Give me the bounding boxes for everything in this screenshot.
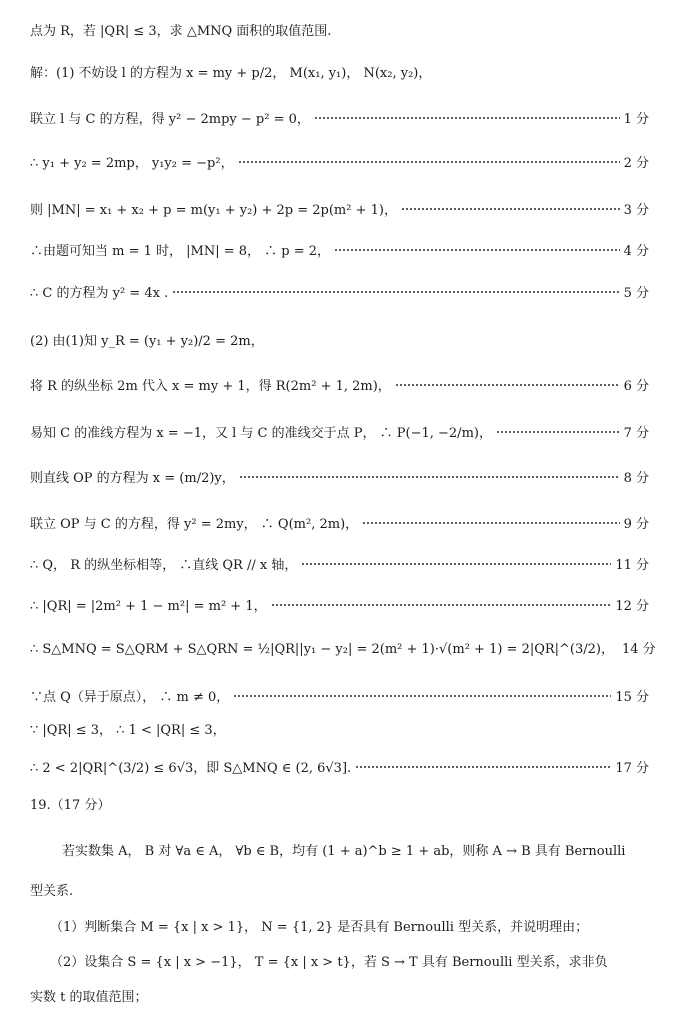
- solution-step-8: [30, 467, 649, 486]
- leader-dots: [362, 522, 619, 524]
- solution-step-2: [30, 152, 649, 171]
- step-text: ∴ y₁ + y₂ = 2mp， y₁y₂ = −p²，: [30, 156, 234, 171]
- problem-continuation: 点为 R，若 |QR| ≤ 3，求 △MNQ 面积的取值范围.: [30, 24, 332, 39]
- leader-dots: [172, 291, 619, 293]
- problem-19-part2-cont: 实数 t 的取值范围；: [30, 990, 148, 1005]
- solution-step-11: [30, 554, 649, 573]
- solution-part1-intro: 解：(1) 不妨设 l 的方程为 x = my + p/2， M(x₁, y₁)， N(x₂, y₂)，: [30, 66, 432, 81]
- solution-condition: ∵ |QR| ≤ 3， ∴ 1 < |QR| ≤ 3，: [30, 723, 226, 738]
- step-text: ∵点 Q（异于原点）， ∴ m ≠ 0，: [30, 690, 230, 705]
- step-text: ∴ |QR| = |2m² + 1 − m²| = m² + 1，: [30, 599, 267, 614]
- step-score: 14 分: [622, 642, 656, 657]
- step-text: ∴由题可知当 m = 1 时， |MN| = 8， ∴ p = 2，: [30, 244, 331, 259]
- leader-dots: [401, 208, 620, 210]
- solution-step-17: [30, 757, 649, 776]
- leader-dots: [238, 161, 620, 163]
- step-score: 4 分: [623, 244, 649, 259]
- leader-dots: [395, 384, 620, 386]
- step-score: 2 分: [623, 156, 649, 171]
- solution-part2-intro: (2) 由(1)知 y_R = (y₁ + y₂)/2 = 2m，: [30, 334, 264, 349]
- step-score: 11 分: [615, 558, 649, 573]
- solution-step-12: [30, 595, 649, 614]
- solution-step-6: [30, 375, 649, 394]
- step-score: 8 分: [623, 471, 649, 486]
- step-score: 6 分: [623, 379, 649, 394]
- step-text: ∴ Q， R 的纵坐标相等， ∴直线 QR // x 轴，: [30, 558, 298, 573]
- step-text: 联立 l 与 C 的方程，得 y² − 2mpy − p² = 0，: [30, 112, 310, 127]
- step-text: 则直线 OP 的方程为 x = (m/2)y，: [30, 471, 235, 486]
- leader-dots: [233, 695, 611, 697]
- solution-step-7: [30, 422, 649, 441]
- step-score: 3 分: [623, 203, 649, 218]
- leader-dots: [301, 563, 611, 565]
- leader-dots: [334, 249, 620, 251]
- step-text: 将 R 的纵坐标 2m 代入 x = my + 1，得 R(2m² + 1, 2m)，: [30, 379, 391, 394]
- solution-step-1: [30, 108, 649, 127]
- leader-dots: [496, 431, 620, 433]
- solution-step-14: [30, 638, 656, 657]
- solution-step-5: [30, 282, 649, 301]
- problem-19-statement: 若实数集 A， B 对 ∀a ∈ A， ∀b ∈ B，均有 (1 + a)^b ≥ 1 + ab，则称 A → B 具有 Bernoulli: [62, 844, 626, 859]
- leader-dots: [355, 766, 611, 768]
- step-text: ∴ C 的方程为 y² = 4x .: [30, 286, 169, 301]
- step-text: ∴ 2 < 2|QR|^(3/2) ≤ 6√3，即 S△MNQ ∈ (2, 6√3].: [30, 761, 352, 776]
- leader-dots: [239, 476, 620, 478]
- step-score: 1 分: [623, 112, 649, 127]
- solution-step-9: [30, 513, 649, 532]
- solution-step-3: [30, 199, 649, 218]
- solution-step-15: [30, 686, 649, 705]
- step-score: 17 分: [615, 761, 649, 776]
- problem-19-part1: （1）判断集合 M = {x | x > 1}， N = {1, 2} 是否具有 Bernoulli 型关系，并说明理由；: [50, 920, 589, 935]
- leader-dots: [314, 117, 620, 119]
- step-text: 则 |MN| = x₁ + x₂ + p = m(y₁ + y₂) + 2p = 2p(m² + 1)，: [30, 203, 397, 218]
- step-text: 易知 C 的准线方程为 x = −1，又 l 与 C 的准线交于点 P， ∴ P(−1, −2/m)，: [30, 426, 492, 441]
- step-score: 15 分: [615, 690, 649, 705]
- problem-19-heading: 19.（17 分）: [30, 798, 111, 813]
- step-text: 联立 OP 与 C 的方程，得 y² = 2my， ∴ Q(m², 2m)，: [30, 517, 359, 532]
- problem-19-part2: （2）设集合 S = {x | x > −1}， T = {x | x > t}，若 S → T 具有 Bernoulli 型关系，求非负: [50, 955, 608, 970]
- step-score: 9 分: [623, 517, 649, 532]
- step-score: 5 分: [623, 286, 649, 301]
- leader-dots: [271, 604, 612, 606]
- step-score: 12 分: [615, 599, 649, 614]
- step-score: 7 分: [623, 426, 649, 441]
- solution-step-4: [30, 240, 649, 259]
- problem-19-statement-cont: 型关系.: [30, 884, 74, 899]
- step-text: ∴ S△MNQ = S△QRM + S△QRN = ½|QR||y₁ − y₂| = 2(m² + 1)·√(m² + 1) = 2|QR|^(3/2)，: [30, 642, 614, 657]
